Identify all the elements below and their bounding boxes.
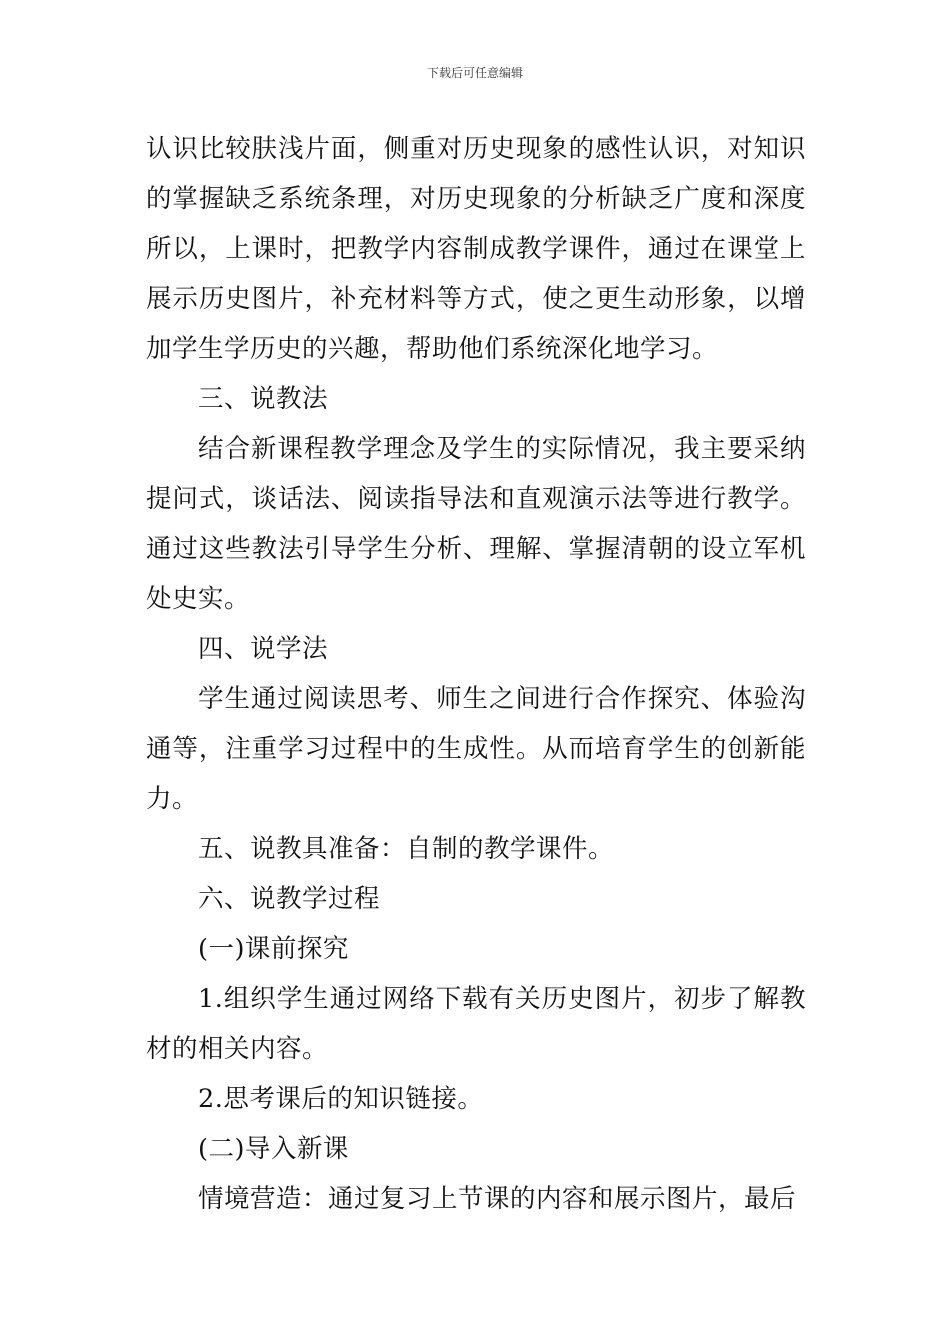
paragraph-learning-method: 学生通过阅读思考、师生之间进行合作探究、体验沟通等，注重学习过程中的生成性。从而培育学生的创新能力。 — [146, 684, 806, 814]
paragraph-scenario: 情境营造：通过复习上节课的内容和展示图片，最后 — [198, 1184, 797, 1214]
document-body — [146, 124, 806, 1224]
subheading-pre-class: (一)课前探究 — [198, 934, 349, 964]
list-item-1: 1.组织学生通过网络下载有关历史图片，初步了解教材的相关内容。 — [146, 984, 806, 1064]
section-heading-teaching-aids: 五、说教具准备：自制的教学课件。 — [198, 834, 615, 864]
list-item-2: 2.思考课后的知识链接。 — [198, 1084, 484, 1114]
section-heading-teaching-method: 三、说教法 — [198, 384, 329, 414]
page-header-note: 下载后可任意编辑 — [426, 66, 523, 80]
section-heading-teaching-process: 六、说教学过程 — [198, 884, 381, 914]
subheading-introduction: (二)导入新课 — [198, 1134, 349, 1164]
paragraph-1: 认识比较肤浅片面，侧重对历史现象的感性认识，对知识的掌握缺乏系统条理，对历史现象的分析缺乏广度和深度所以，上课时，把教学内容制成教学课件，通过在课堂上展示历史图片，补充材料等方式，使之更生动形象，以增加学生学历史的兴趣，帮助他们系统深化地学习。 — [146, 134, 806, 364]
paragraph-teaching-method: 结合新课程教学理念及学生的实际情况，我主要采纳提问式，谈话法、阅读指导法和直观演示法等进行教学。通过这些教法引导学生分析、理解、掌握清朝的设立军机处史实。 — [146, 434, 806, 614]
section-heading-learning-method: 四、说学法 — [198, 634, 329, 664]
